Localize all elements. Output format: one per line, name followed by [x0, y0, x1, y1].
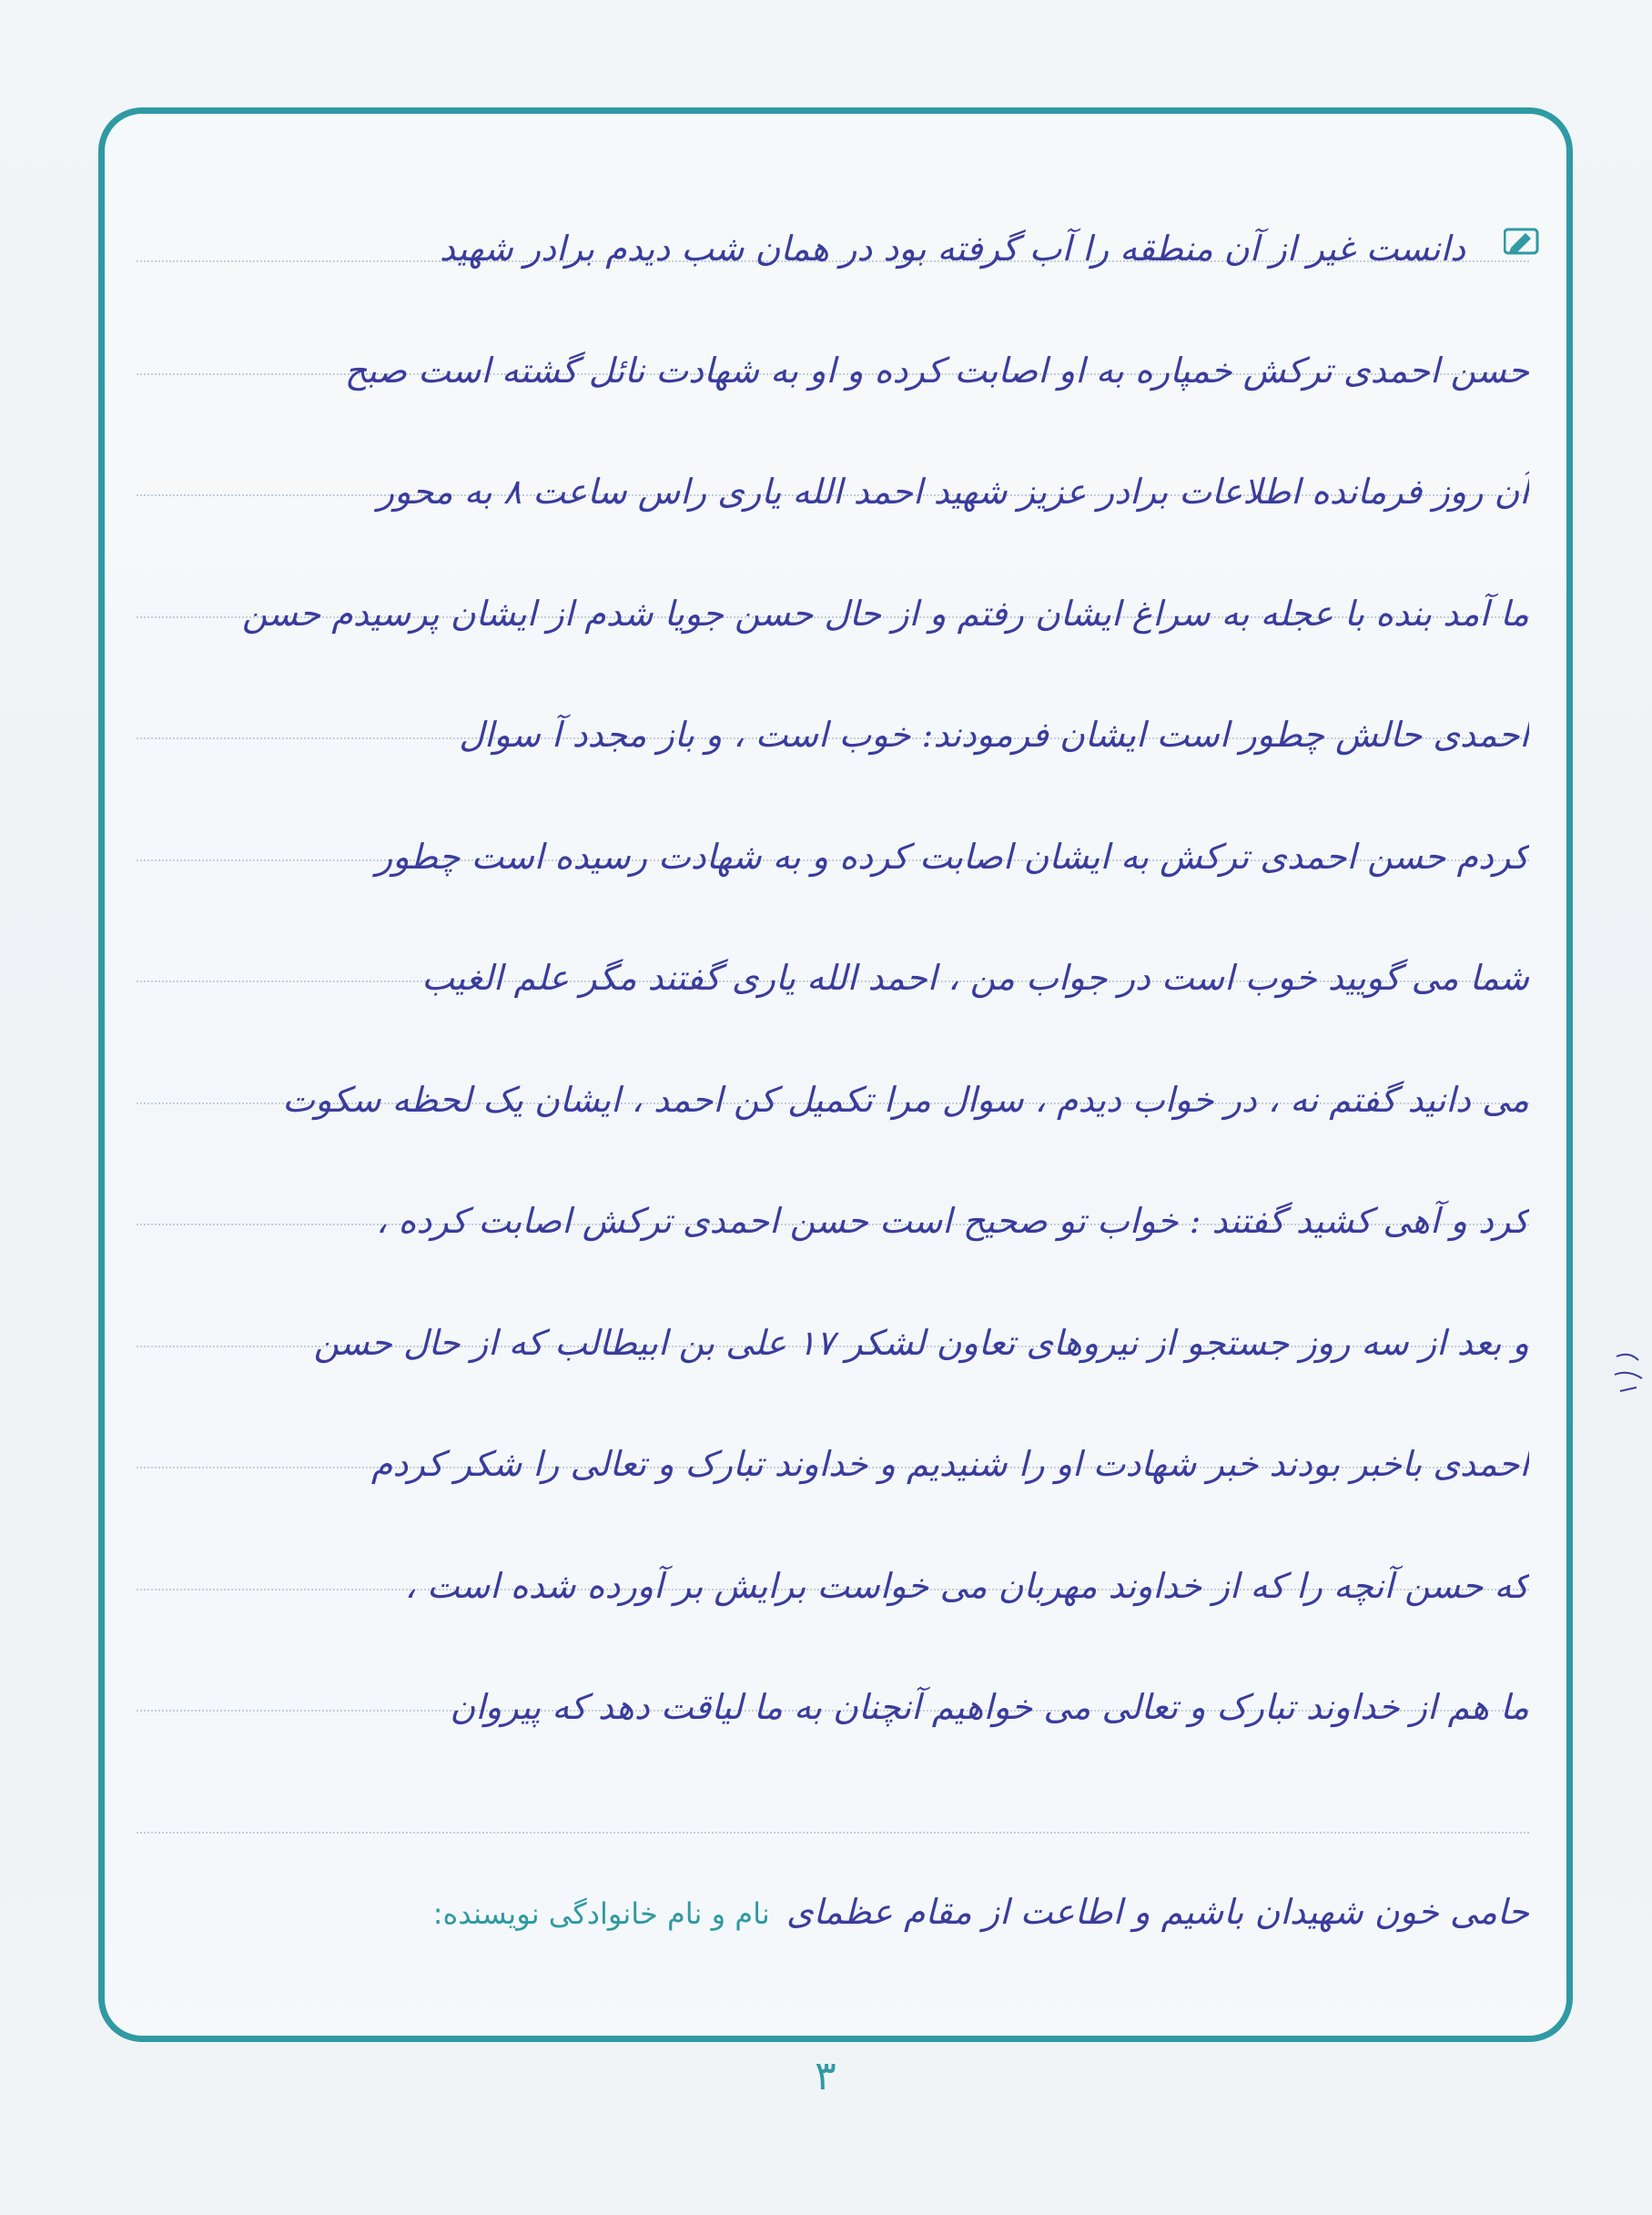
- memoir-line-13: ما هم از خداوند تبارک و تعالی می خواهیم آنچنان به ما لیاقت دهد که پیروان: [450, 1687, 1529, 1727]
- memoir-line-12: که حسن آنچه را که از خداوند مهربان می خواست برایش بر آورده شده است ،: [404, 1566, 1529, 1606]
- memoir-line-9: کرد و آهی کشید گفتند : خواب تو صحیح است حسن احمدی ترکش اصابت کرده ،: [376, 1201, 1529, 1241]
- memoir-line-3: آن روز فرمانده اطلاعات برادر عزیز شهید احمد الله یاری راس ساعت ۸ به محور: [377, 472, 1529, 512]
- memoir-line-10: و بعد از سه روز جستجو از نیروهای تعاون لشکر ۱۷ علی بن ابیطالب که از حال حسن: [313, 1323, 1529, 1363]
- memoir-line-2: حسن احمدی ترکش خمپاره به او اصابت کرده و او به شهادت نائل گشته است صبح: [344, 351, 1529, 391]
- author-name-label: نام و نام خانوادگی نویسنده:: [432, 1896, 770, 1931]
- memoir-line-1: دانست غیر از آن منطقه را آب گرفته بود در همان شب دیدم برادر شهید: [439, 229, 1465, 269]
- memoir-line-7: شما می گویید خوب است در جواب من ، احمد الله یاری گفتند مگر علم الغیب: [421, 958, 1529, 998]
- memoir-line-6: کردم حسن احمدی ترکش به ایشان اصابت کرده و به شهادت رسیده است چطور: [375, 837, 1529, 877]
- memoir-line-8: می دانید گفتم نه ، در خواب دیدم ، سوال مرا تکمیل کن احمد ، ایشان یک لحظه سکوت: [282, 1080, 1529, 1120]
- memoir-line-4: ما آمد بنده با عجله به سراغ ایشان رفتم و از حال حسن جویا شدم از ایشان پرسیدم حسن: [241, 594, 1529, 634]
- memoir-line-11: احمدی باخبر بودند خبر شهادت او را شنیدیم و خداوند تبارک و تعالی را شکر کردم: [370, 1444, 1529, 1484]
- memoir-line-5: احمدی حالش چطور است ایشان فرمودند: خوب است ، و باز مجدد آ سوال: [459, 715, 1529, 755]
- author-row: [137, 1862, 1529, 1962]
- memoir-line-14: حامی خون شهیدان باشیم و اطاعت از مقام عظمای: [785, 1892, 1529, 1932]
- ruled-line: [137, 1832, 1529, 1834]
- margin-scribble: [1611, 1347, 1647, 1402]
- page-number: ۳: [815, 2053, 836, 2099]
